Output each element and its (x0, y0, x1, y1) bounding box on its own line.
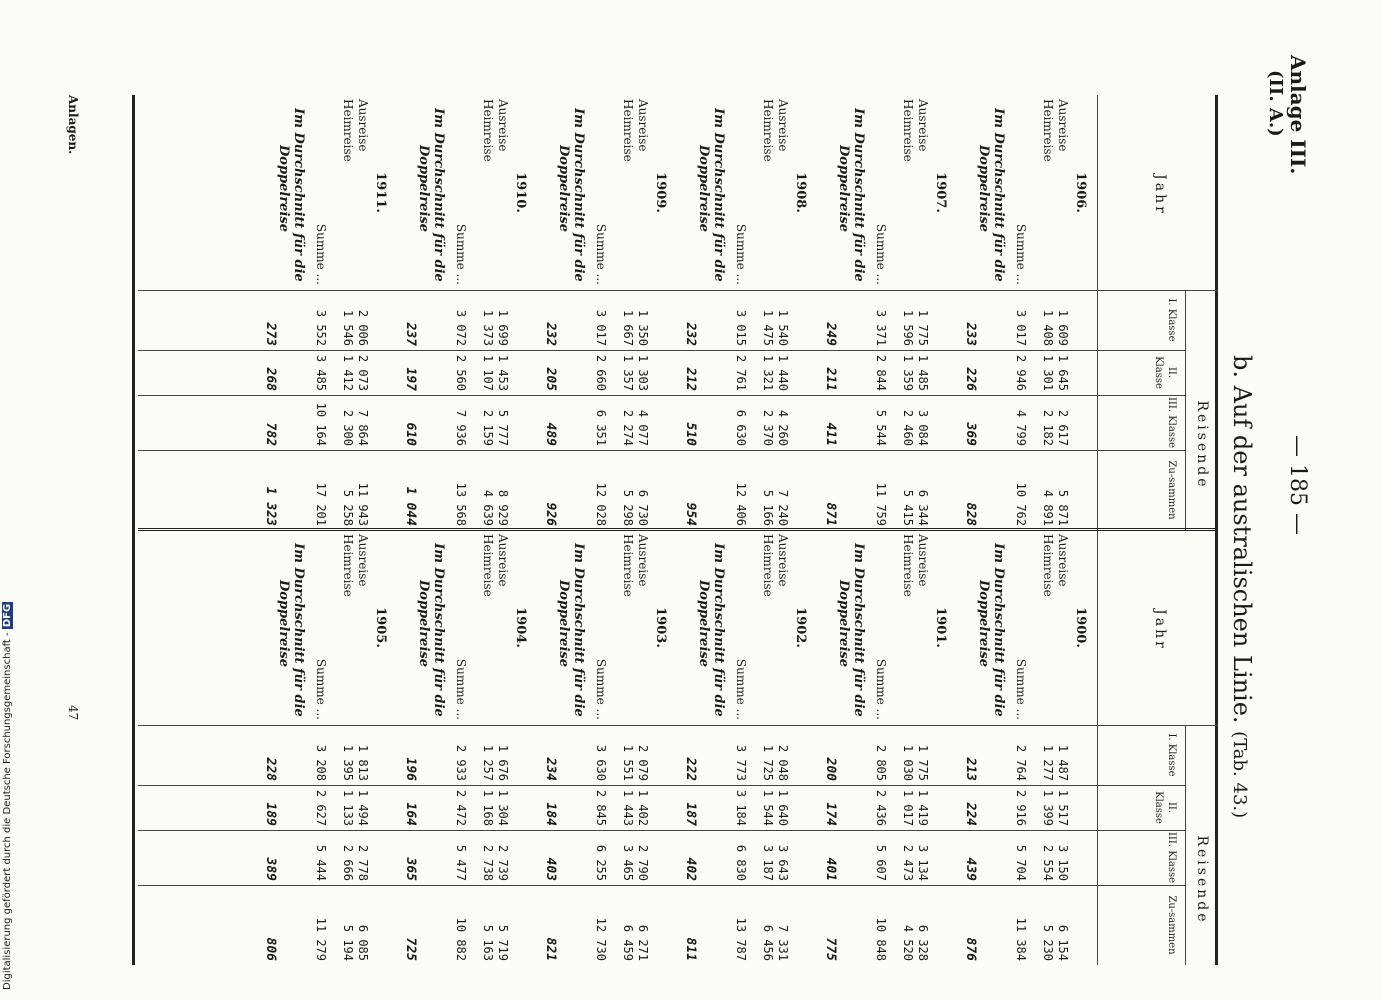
table-cell: 2 300 (341, 409, 355, 446)
table-cell: 6 730 (636, 489, 650, 526)
table-cell: 4 891 (1041, 489, 1055, 526)
header-reisende: Reisende (1194, 400, 1210, 490)
table-cell: 2 933 (454, 744, 468, 781)
table-cell: 3 134 (916, 844, 930, 881)
table-cell: 2 554 (1041, 844, 1055, 881)
table-cell: 6 271 (636, 924, 650, 961)
table-cell: 2 370 (761, 409, 775, 446)
table-cell: 2 627 (314, 789, 328, 826)
table-cell: 3 773 (734, 744, 748, 781)
row-label: Ausreise (496, 99, 510, 152)
avg-cell: 200 (823, 757, 838, 781)
table-cell: 8 929 (496, 489, 510, 526)
row-label: Summe ... (454, 658, 468, 720)
row-label: Summe ... (874, 658, 888, 720)
row-label: Ausreise (1056, 99, 1070, 152)
table-cell: 3 643 (776, 844, 790, 881)
table-cell: 2 790 (636, 844, 650, 881)
row-label: Heimreise (481, 99, 495, 162)
anlage-title: Anlage III. (1286, 55, 1310, 175)
avg-label-2: Doppelreise (276, 580, 291, 667)
avg-cell: 369 (963, 422, 978, 446)
table-cell: 2 660 (594, 354, 608, 391)
table-cell: 3 072 (454, 309, 468, 346)
header-jahr: Jahr (1152, 174, 1168, 216)
table-cell: 1 443 (621, 789, 635, 826)
table-cell: 3 187 (761, 844, 775, 881)
table-cell: 1 813 (356, 744, 370, 781)
avg-cell: 489 (543, 422, 558, 446)
table-cell: 6 351 (594, 409, 608, 446)
row-label: Summe ... (1014, 223, 1028, 285)
row-label: Heimreise (341, 99, 355, 162)
avg-label-2: Doppelreise (976, 580, 991, 667)
avg-cell: 184 (543, 802, 558, 826)
avg-cell: 821 (543, 937, 558, 961)
avg-cell: 174 (823, 802, 838, 826)
digitization-text: Digitalisierung gefördert durch die Deutsche Forschungsgemeinschaft - (2, 632, 13, 990)
avg-cell: 411 (823, 422, 838, 446)
table-cell: 4 520 (901, 924, 915, 961)
avg-label-2: Doppelreise (696, 580, 711, 667)
row-label: Heimreise (761, 534, 775, 597)
avg-cell: 806 (263, 937, 278, 961)
year-label: 1904. (513, 607, 528, 648)
avg-cell: 871 (823, 502, 838, 526)
header-col3: III. Klasse (1166, 396, 1177, 449)
table-cell: 5 544 (874, 409, 888, 446)
table-cell: 1 725 (761, 744, 775, 781)
avg-cell: 187 (683, 802, 698, 826)
table-cell: 1 321 (761, 354, 775, 391)
column-divider (138, 395, 1186, 396)
footer-page: 47 (66, 705, 80, 721)
table-cell: 1 609 (1056, 309, 1070, 346)
header-col4: Zu-sammen (1166, 895, 1177, 955)
header-divider (1185, 725, 1186, 965)
table-cell: 2 778 (356, 844, 370, 881)
avg-cell: 268 (263, 367, 278, 391)
avg-cell: 402 (683, 857, 698, 881)
avg-label-2: Doppelreise (836, 145, 851, 232)
section-ref: (Tab. 43.) (1229, 731, 1250, 819)
avg-cell: 401 (823, 857, 838, 881)
table-cell: 7 331 (776, 924, 790, 961)
header-divider (1185, 290, 1186, 530)
table-cell: 1 667 (621, 309, 635, 346)
table-cell: 1 775 (916, 744, 930, 781)
avg-cell: 222 (683, 757, 698, 781)
table-cell: 2 274 (621, 409, 635, 446)
row-label: Ausreise (636, 534, 650, 587)
table-middle-divider (138, 528, 1218, 531)
table-cell: 6 830 (734, 844, 748, 881)
table-cell: 2 560 (454, 354, 468, 391)
row-label: Heimreise (481, 534, 495, 597)
table-cell: 1 546 (341, 309, 355, 346)
table-cell: 3 371 (874, 309, 888, 346)
table-cell: 2 460 (901, 409, 915, 446)
avg-label: Im Durchschnitt für die (991, 108, 1006, 282)
avg-label: Im Durchschnitt für die (711, 108, 726, 282)
avg-cell: 189 (263, 802, 278, 826)
avg-cell: 389 (263, 857, 278, 881)
table-cell: 5 298 (621, 489, 635, 526)
table-cell: 1 475 (761, 309, 775, 346)
row-label: Summe ... (594, 223, 608, 285)
table-cell: 11 279 (314, 917, 328, 961)
avg-label-2: Doppelreise (556, 145, 571, 232)
row-label: Heimreise (901, 99, 915, 162)
avg-cell: 1 044 (403, 486, 418, 526)
table-cell: 5 166 (761, 489, 775, 526)
avg-cell: 232 (683, 322, 698, 346)
table-cell: 4 639 (481, 489, 495, 526)
year-label: 1910. (513, 172, 528, 213)
header-col3: III. Klasse (1166, 831, 1177, 884)
header-col1: I. Klasse (1166, 733, 1177, 777)
avg-cell: 212 (683, 367, 698, 391)
table-cell: 10 848 (874, 917, 888, 961)
avg-cell: 164 (403, 802, 418, 826)
avg-label: Im Durchschnitt für die (431, 108, 446, 282)
avg-cell: 782 (263, 422, 278, 446)
table-cell: 5 258 (341, 489, 355, 526)
section-heading (1228, 355, 1256, 818)
section-title: b. Auf der australischen Linie. (1228, 355, 1256, 724)
table-cell: 1 640 (776, 789, 790, 826)
avg-cell: 610 (403, 422, 418, 446)
table-cell: 1 168 (481, 789, 495, 826)
table-cell: 2 845 (594, 789, 608, 826)
avg-cell: 205 (543, 367, 558, 391)
table-cell: 11 384 (1014, 917, 1028, 961)
row-label: Summe ... (734, 658, 748, 720)
avg-cell: 273 (263, 322, 278, 346)
table-cell: 5 719 (496, 924, 510, 961)
table-cell: 5 194 (341, 924, 355, 961)
table-cell: 2 946 (1014, 354, 1028, 391)
avg-cell: 811 (683, 937, 698, 961)
table-cell: 1 301 (1041, 354, 1055, 391)
table-cell: 2 844 (874, 354, 888, 391)
table-cell: 6 154 (1056, 924, 1070, 961)
table-cell: 4 077 (636, 409, 650, 446)
row-label: Ausreise (356, 99, 370, 152)
year-label: 1902. (793, 607, 808, 648)
row-label: Summe ... (1014, 658, 1028, 720)
table-cell: 1 399 (1041, 789, 1055, 826)
row-label: Summe ... (454, 223, 468, 285)
table-cell: 2 617 (1056, 409, 1070, 446)
avg-label-2: Doppelreise (416, 145, 431, 232)
table-cell: 2 073 (356, 354, 370, 391)
row-label: Heimreise (1041, 99, 1055, 162)
table-cell: 5 230 (1041, 924, 1055, 961)
table-cell: 1 395 (341, 744, 355, 781)
table-cell: 1 412 (341, 354, 355, 391)
row-label: Ausreise (916, 534, 930, 587)
year-label: 1909. (653, 172, 668, 213)
table-cell: 6 459 (621, 924, 635, 961)
table-cell: 1 257 (481, 744, 495, 781)
avg-cell: 237 (403, 322, 418, 346)
table-cell: 1 775 (916, 309, 930, 346)
table-cell: 3 630 (594, 744, 608, 781)
table-cell: 2 738 (481, 844, 495, 881)
avg-cell: 249 (823, 322, 838, 346)
table-cell: 1 408 (1041, 309, 1055, 346)
table-cell: 12 406 (734, 482, 748, 526)
table-cell: 1 359 (901, 354, 915, 391)
column-divider (138, 350, 1186, 351)
table-cell: 1 551 (621, 744, 635, 781)
row-label: Summe ... (734, 223, 748, 285)
row-label: Heimreise (761, 99, 775, 162)
table-cell: 5 607 (874, 844, 888, 881)
header-jahr: Jahr (1152, 609, 1168, 651)
table-cell: 1 304 (496, 789, 510, 826)
avg-cell: 1 323 (263, 486, 278, 526)
avg-cell: 213 (963, 757, 978, 781)
table-cell: 7 864 (356, 409, 370, 446)
table-cell: 5 477 (454, 844, 468, 881)
avg-label-2: Doppelreise (836, 580, 851, 667)
table-cell: 5 163 (481, 924, 495, 961)
table-cell: 4 260 (776, 409, 790, 446)
table-cell: 1 107 (481, 354, 495, 391)
row-label: Ausreise (636, 99, 650, 152)
avg-label-2: Doppelreise (276, 145, 291, 232)
table-cell: 7 936 (454, 409, 468, 446)
header-reisende: Reisende (1194, 835, 1210, 925)
avg-cell: 954 (683, 502, 698, 526)
avg-label: Im Durchschnitt für die (851, 543, 866, 717)
row-label: Ausreise (496, 534, 510, 587)
table-cell: 1 699 (496, 309, 510, 346)
table-cell: 10 164 (314, 402, 328, 446)
table-cell: 12 730 (594, 917, 608, 961)
table-cell: 1 485 (916, 354, 930, 391)
row-label: Ausreise (776, 534, 790, 587)
table-cell: 1 440 (776, 354, 790, 391)
table-cell: 2 666 (341, 844, 355, 881)
table-cell: 2 436 (874, 789, 888, 826)
table-cell: 1 402 (636, 789, 650, 826)
table-cell: 10 762 (1014, 482, 1028, 526)
table-cell: 1 540 (776, 309, 790, 346)
table-cell: 17 201 (314, 482, 328, 526)
avg-cell: 226 (963, 367, 978, 391)
avg-cell: 926 (543, 502, 558, 526)
year-label: 1903. (653, 607, 668, 648)
table-cell: 3 017 (594, 309, 608, 346)
table-cell: 3 084 (916, 409, 930, 446)
table-cell: 3 552 (314, 309, 328, 346)
avg-cell: 211 (823, 367, 838, 391)
year-label: 1901. (933, 607, 948, 648)
header-col2: II. Klasse (1153, 791, 1177, 824)
table-cell: 2 006 (356, 309, 370, 346)
row-label: Summe ... (874, 223, 888, 285)
table-cell: 5 871 (1056, 489, 1070, 526)
table-cell: 2 473 (901, 844, 915, 881)
table-cell: 2 159 (481, 409, 495, 446)
row-label: Heimreise (901, 534, 915, 597)
table-cell: 6 085 (356, 924, 370, 961)
avg-cell: 232 (543, 322, 558, 346)
dfg-logo: DFG (2, 603, 13, 628)
digitization-notice (2, 590, 13, 990)
table-cell: 13 568 (454, 482, 468, 526)
table-cell: 6 344 (916, 489, 930, 526)
row-label: Summe ... (314, 658, 328, 720)
row-label: Ausreise (776, 99, 790, 152)
table-cell: 6 456 (761, 924, 775, 961)
year-label: 1908. (793, 172, 808, 213)
row-label: Ausreise (356, 534, 370, 587)
table-cell: 1 453 (496, 354, 510, 391)
table-cell: 3 184 (734, 789, 748, 826)
avg-cell: 224 (963, 802, 978, 826)
column-divider (138, 885, 1186, 886)
avg-label: Im Durchschnitt für die (571, 543, 586, 717)
table-cell: 2 805 (874, 744, 888, 781)
avg-cell: 439 (963, 857, 978, 881)
anlage-subtitle: (II. A.) (1265, 70, 1286, 137)
table-cell: 1 676 (496, 744, 510, 781)
table-cell: 2 761 (734, 354, 748, 391)
row-label: Ausreise (916, 99, 930, 152)
table-cell: 2 764 (1014, 744, 1028, 781)
avg-label: Im Durchschnitt für die (291, 543, 306, 717)
table-cell: 5 444 (314, 844, 328, 881)
table-cell: 2 739 (496, 844, 510, 881)
table-cell: 1 030 (901, 744, 915, 781)
year-label: 1905. (373, 607, 388, 648)
avg-cell: 876 (963, 937, 978, 961)
table-cell: 10 882 (454, 917, 468, 961)
table-cell: 6 328 (916, 924, 930, 961)
avg-label: Im Durchschnitt für die (571, 108, 586, 282)
header-col2: II. Klasse (1153, 356, 1177, 389)
table-cell: 1 357 (621, 354, 635, 391)
row-label: Summe ... (594, 658, 608, 720)
table-cell: 1 303 (636, 354, 650, 391)
table-cell: 6 255 (594, 844, 608, 881)
rotated-page (66, 55, 1310, 985)
row-label: Heimreise (621, 534, 635, 597)
table-cell: 3 465 (621, 844, 635, 881)
table-cell: 11 943 (356, 482, 370, 526)
column-divider (138, 785, 1186, 786)
table-cell: 1 544 (761, 789, 775, 826)
year-label: 1900. (1073, 607, 1088, 648)
avg-label: Im Durchschnitt für die (991, 543, 1006, 717)
avg-label: Im Durchschnitt für die (291, 108, 306, 282)
avg-label-2: Doppelreise (696, 145, 711, 232)
avg-label-2: Doppelreise (976, 145, 991, 232)
header-col1: I. Klasse (1166, 298, 1177, 342)
table-cell: 7 240 (776, 489, 790, 526)
table-cell: 2 048 (776, 744, 790, 781)
table-cell: 2 079 (636, 744, 650, 781)
table-cell: 1 017 (901, 789, 915, 826)
table-cell: 1 350 (636, 309, 650, 346)
row-label: Ausreise (1056, 534, 1070, 587)
table-cell: 11 759 (874, 482, 888, 526)
table-cell: 1 419 (916, 789, 930, 826)
avg-cell: 403 (543, 857, 558, 881)
table-cell: 5 777 (496, 409, 510, 446)
avg-cell: 228 (263, 757, 278, 781)
table-cell: 6 630 (734, 409, 748, 446)
table-cell: 4 799 (1014, 409, 1028, 446)
avg-cell: 725 (403, 937, 418, 961)
table-cell: 13 787 (734, 917, 748, 961)
row-label: Summe ... (314, 223, 328, 285)
table-cell: 1 133 (341, 789, 355, 826)
header-bottom-line (1097, 530, 1098, 965)
avg-cell: 775 (823, 937, 838, 961)
table-cell: 2 916 (1014, 789, 1028, 826)
year-label: 1907. (933, 172, 948, 213)
avg-label: Im Durchschnitt für die (431, 543, 446, 717)
avg-cell: 510 (683, 422, 698, 446)
table-cell: 2 472 (454, 789, 468, 826)
year-label: 1911. (373, 172, 388, 213)
header-bottom-line (1097, 95, 1098, 530)
header-col4: Zu-sammen (1166, 460, 1177, 520)
table-cell: 1 487 (1056, 744, 1070, 781)
table-cell: 3 208 (314, 744, 328, 781)
row-label: Heimreise (621, 99, 635, 162)
row-label: Heimreise (1041, 534, 1055, 597)
table-cell: 1 645 (1056, 354, 1070, 391)
page-number: — 185 — (1285, 435, 1310, 535)
row-label: Heimreise (341, 534, 355, 597)
avg-cell: 234 (543, 757, 558, 781)
column-divider (138, 450, 1186, 451)
avg-cell: 197 (403, 367, 418, 391)
table-cell: 1 373 (481, 309, 495, 346)
avg-label-2: Doppelreise (556, 580, 571, 667)
table-cell: 3 015 (734, 309, 748, 346)
table-cell: 1 277 (1041, 744, 1055, 781)
table-cell: 2 182 (1041, 409, 1055, 446)
table-cell: 1 517 (1056, 789, 1070, 826)
table-cell: 1 596 (901, 309, 915, 346)
avg-cell: 196 (403, 757, 418, 781)
column-divider (138, 830, 1186, 831)
avg-label-2: Doppelreise (416, 580, 431, 667)
avg-label: Im Durchschnitt für die (851, 108, 866, 282)
table-cell: 5 704 (1014, 844, 1028, 881)
footer-anlagen: Anlagen. (66, 95, 80, 155)
avg-label: Im Durchschnitt für die (711, 543, 726, 717)
year-label: 1906. (1073, 172, 1088, 213)
table-cell: 3 485 (314, 354, 328, 391)
avg-cell: 828 (963, 502, 978, 526)
table-cell: 3 017 (1014, 309, 1028, 346)
table-cell: 3 150 (1056, 844, 1070, 881)
table-cell: 1 494 (356, 789, 370, 826)
avg-cell: 365 (403, 857, 418, 881)
table-cell: 12 028 (594, 482, 608, 526)
avg-cell: 233 (963, 322, 978, 346)
table-cell: 5 415 (901, 489, 915, 526)
